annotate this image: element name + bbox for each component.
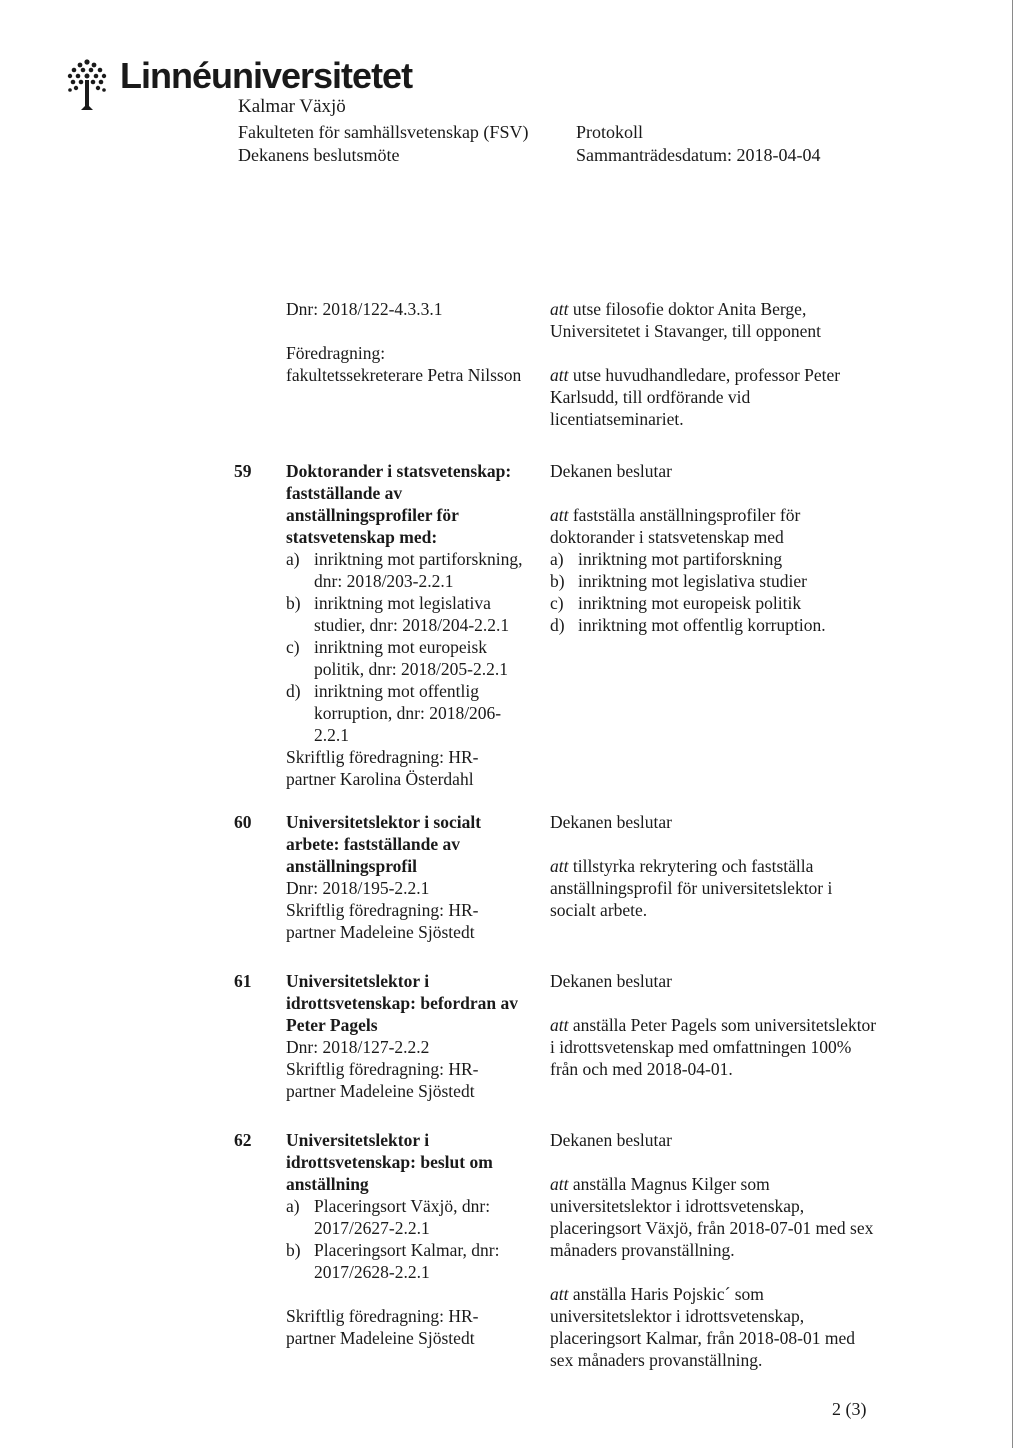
item-62-decision: Dekanen beslutar att anställa Magnus Kilger som universitetslektor i idrottsvetenskap, placeringsort Växjö, från 2018-07-01 med sex månaders provanställning. att anställa Haris Pojskic´ som universitetslektor i idrottsvetenskap, placeringsort Kalmar, från 2018-08-01 med sex månaders provanställning. xyxy=(550,1129,1000,1371)
decision-line: att utse huvudhandledare, professor Peter xyxy=(550,365,841,385)
item-61-decision: Dekanen beslutar att anställa Peter Pagels som universitetslektor i idrottsvetenskap med omfattningen 100% från och med 2018-04-01. xyxy=(550,970,1000,1080)
list-item: a) Placeringsort Växjö, dnr: 2017/2627-2.2.1 xyxy=(286,1196,491,1238)
item-59-decision: Dekanen beslutar att fastställa anställningsprofiler för doktorander i statsvetenskap med a) inriktning mot partiforskning b) inriktning mot legislativa studier c) inriktning mot europeisk politik d) inriktning mot offentlig korruption. xyxy=(550,460,1000,636)
decision-line: att fastställa anställningsprofiler för xyxy=(550,505,801,525)
decision-line: att anställa Haris Pojskic´ som xyxy=(550,1284,764,1304)
list-item: d) inriktning mot offentlig korruption. xyxy=(550,615,826,635)
decision-heading: Dekanen beslutar xyxy=(550,971,672,991)
item-60-decision: Dekanen beslutar att tillstyrka rekrytering och fastställa anställningsprofil för universitetslektor i socialt arbete. xyxy=(550,811,1000,921)
document-type: Protokoll xyxy=(576,122,644,142)
continued-item-left xyxy=(286,298,546,386)
item-title: Doktorander i statsvetenskap: xyxy=(286,461,512,481)
item-title: Universitetslektor i xyxy=(286,1130,430,1150)
list-item: b) inriktning mot legislativa studier xyxy=(550,571,807,591)
list-item: a) inriktning mot partiforskning, dnr: 2018/203-2.2.1 xyxy=(286,549,523,591)
list-item: b) Placeringsort Kalmar, dnr: 2017/2628-2.2.1 xyxy=(286,1240,500,1282)
case-number: Dnr: 2018/122-4.3.3.1 xyxy=(286,299,443,319)
item-number: 61 xyxy=(234,971,252,991)
decision-heading: Dekanen beslutar xyxy=(550,812,672,832)
item-number: 62 xyxy=(234,1130,252,1150)
item-59-left: Doktorander i statsvetenskap: fastställande av anställningsprofiler för statsvetenskap med: a) inriktning mot partiforskning, dnr: 2018/203-2.2.1 b) inriktning mot legislativa studier, dnr: 2018/204-2.2.1 c) inriktning mot europeisk politik, dnr: 2018/205-2.2.1 d) inriktning mot offentlig korruption, dnr: 2018/206- 2.2.1 Skriftlig föredragning: HR- partner Karolina Österdahl xyxy=(286,460,548,790)
presenter-line: Skriftlig föredragning: HR- xyxy=(286,747,479,767)
decision-line: att tillstyrka rekrytering och fastställa xyxy=(550,856,814,876)
case-number: Dnr: 2018/127-2.2.2 xyxy=(286,1037,430,1057)
item-title: Universitetslektor i xyxy=(286,971,430,991)
faculty-name: Fakulteten för samhällsvetenskap (FSV) xyxy=(238,122,529,142)
presenter-line: Skriftlig föredragning: HR- xyxy=(286,900,479,920)
logo-wordmark: Linnéuniversitetet xyxy=(120,55,413,96)
meeting-name: Dekanens beslutsmöte xyxy=(238,145,400,165)
presenter-name: fakultetssekreterare Petra Nilsson xyxy=(286,365,522,385)
item-number: 59 xyxy=(234,461,252,481)
scan-edge-line xyxy=(1012,0,1013,1448)
meeting-date: Sammanträdesdatum: 2018-04-04 xyxy=(576,145,821,165)
list-item: a) inriktning mot partiforskning xyxy=(550,549,783,569)
logo-subtitle: Kalmar Växjö xyxy=(238,96,346,117)
decision-heading: Dekanen beslutar xyxy=(550,1130,672,1150)
tree-logo-icon xyxy=(66,58,108,110)
list-item: c) inriktning mot europeisk politik, dnr: 2018/205-2.2.1 xyxy=(286,637,508,679)
decision-line: att utse filosofie doktor Anita Berge, xyxy=(550,299,807,319)
item-61-left: Universitetslektor i idrottsvetenskap: befordran av Peter Pagels Dnr: 2018/127-2.2.2 Skriftlig föredragning: HR- partner Madeleine Sjöstedt xyxy=(286,970,548,1102)
item-number: 60 xyxy=(234,812,252,832)
list-item: c) inriktning mot europeisk politik xyxy=(550,593,802,613)
presenter-line: Skriftlig föredragning: HR- xyxy=(286,1306,479,1326)
list-item: d) inriktning mot offentlig korruption, dnr: 2018/206- 2.2.1 xyxy=(286,681,502,745)
decision-line: att anställa Magnus Kilger som xyxy=(550,1174,770,1194)
item-title: Universitetslektor i socialt xyxy=(286,812,482,832)
decision-line: att anställa Peter Pagels som universitetslektor xyxy=(550,1015,877,1035)
decision-heading: Dekanen beslutar xyxy=(550,461,672,481)
continued-item-decision: att utse filosofie doktor Anita Berge, Universitetet i Stavanger, till opponent att utse huvudhandledare, professor Peter Karlsudd, till ordförande vid licentiatseminariet. xyxy=(550,298,1000,430)
item-62-left: Universitetslektor i idrottsvetenskap: beslut om anställning a) Placeringsort Växjö, dnr: 2017/2627-2.2.1 b) Placeringsort Kalmar, dnr: 2017/2628-2.2.1 Skriftlig föredragning: HR- partner Madeleine Sjöstedt xyxy=(286,1129,548,1349)
list-item: b) inriktning mot legislativa studier, dnr: 2018/204-2.2.1 xyxy=(286,593,510,635)
presenter-line: Skriftlig föredragning: HR- xyxy=(286,1059,479,1079)
page-number: 2 (3) xyxy=(832,1399,867,1419)
item-60-left: Universitetslektor i socialt arbete: fastställande av anställningsprofil Dnr: 2018/195-2.2.1 Skriftlig föredragning: HR- partner Madeleine Sjöstedt xyxy=(286,811,548,943)
presenter-label: Föredragning: xyxy=(286,343,386,363)
case-number: Dnr: 2018/195-2.2.1 xyxy=(286,878,430,898)
